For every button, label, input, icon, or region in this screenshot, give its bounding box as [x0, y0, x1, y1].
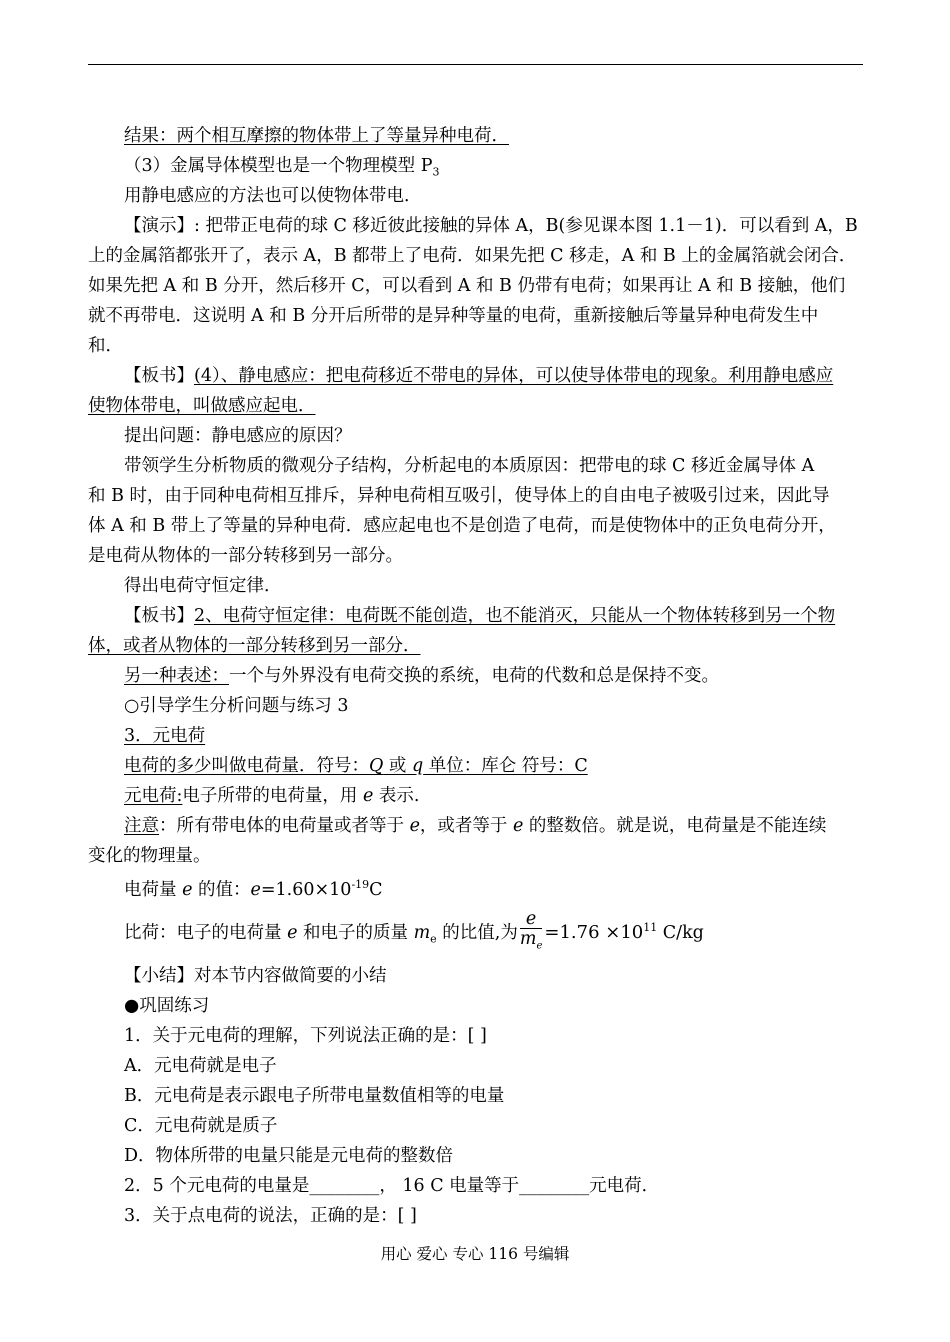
alt-statement-line: 另一种表述：一个与外界没有电荷交换的系统，电荷的代数和总是保持不变。	[124, 666, 719, 686]
demo-paragraph-line: 【演示】: 把带正电荷的球 C 移近彼此接触的异体 A，B(参见课本图 1.1－1)．可以看到 A，B	[124, 216, 858, 236]
option-c: C．元电荷就是质子	[124, 1116, 278, 1136]
paragraph-text: 和 B 时，由于同种电荷相互排斥，异种电荷相互吸引，使导体上的自由电子被吸引过来，因此导	[88, 486, 830, 506]
question-3: 3．关于点电荷的说法，正确的是：[ ]	[124, 1206, 417, 1226]
paragraph-text: 体，或者从物体的一部分转移到另一部分．	[88, 636, 421, 656]
question-line: 提出问题：静电感应的原因？	[124, 426, 352, 446]
fraction-e-over-me: $\frac{e}{m_e}$	[519, 909, 543, 952]
practice-heading: ●巩固练习	[124, 996, 210, 1016]
paragraph-text: 就不再带电．这说明 A 和 B 分开后所带的是异种等量的电荷，重新接触后等量异种电荷发生中	[88, 306, 819, 326]
option-b: B．元电荷是表示跟电子所带电量数值相等的电量	[124, 1086, 505, 1106]
paragraph-text: 如果先把 A 和 B 分开，然后移开 C，可以看到 A 和 B 仍带有电荷；如果再让 A 和 B 接触，他们	[88, 276, 846, 296]
paragraph-text: 上的金属箔都张开了，表示 A，B 都带上了电荷．如果先把 C 移走，A 和 B 上的金属箔就会闭合．	[88, 246, 857, 266]
board-note-induction: 【板书】(4）、静电感应：把电荷移近不带电的异体，可以使导体带电的现象。利用静电感应	[124, 366, 834, 386]
result-line: 结果：两个相互摩擦的物体带上了等量异种电荷．	[124, 126, 509, 146]
metal-model-line: （3）金属导体模型也是一个物理模型 $P_3$	[124, 156, 440, 179]
question-1: 1．关于元电荷的理解，下列说法正确的是：[ ]	[124, 1026, 487, 1046]
paragraph-text: 变化的物理量。	[88, 846, 211, 866]
guide-line: ○引导学生分析问题与练习 3	[124, 696, 349, 716]
board-label: 【板书】	[124, 606, 194, 626]
paragraph-text: 体 A 和 B 带上了等量的异种电荷．感应起电也不是创造了电荷，而是使物体中的正负电荷分开，	[88, 516, 836, 536]
board-note-conservation: 【板书】2、电荷守恒定律：电荷既不能创造，也不能消灭，只能从一个物体转移到另一个物	[124, 606, 836, 626]
header-rule	[88, 64, 863, 65]
page-footer: 用心 爱心 专心 116 号编辑	[380, 1245, 570, 1263]
note-line: 注意：所有带电体的电荷量或者等于 e，或者等于 e 的整数倍。就是说，电荷量是不能连续	[124, 816, 827, 836]
paragraph-text: 使物体带电，叫做感应起电．	[88, 396, 316, 416]
board-label: 【板书】	[124, 366, 194, 386]
paragraph-text: 是电荷从物体的一部分转移到另一部分。	[88, 546, 403, 566]
paragraph-text: 得出电荷守恒定律．	[124, 576, 282, 596]
charge-definition-line: 电荷的多少叫做电荷量．符号：Q 或 q 单位：库仑 符号：C	[124, 756, 588, 776]
paragraph-text: 用静电感应的方法也可以使物体带电．	[124, 186, 422, 206]
specific-charge-line: 比荷：电子的电荷量 e 和电子的质量 $m_e$ 的比值,为 $\frac{e}{m_e}$ $=1.76 \times 10^{11}$ C/kg	[124, 909, 704, 952]
option-d: D．物体所带的电量只能是元电荷的整数倍	[124, 1146, 454, 1166]
charge-value-line: 电荷量 e 的值：$e=1.60\times 10^{-19}C$	[124, 878, 383, 900]
demo-label: 【演示】	[124, 216, 194, 236]
paragraph-text: 和．	[88, 336, 123, 356]
option-a: A．元电荷就是电子	[124, 1056, 277, 1076]
summary-line: 【小结】对本节内容做简要的小结	[124, 966, 387, 986]
paragraph-text: 带领学生分析物质的微观分子结构，分析起电的本质原因：把带电的球 C 移近金属导体 A	[124, 456, 815, 476]
question-2: 2．5 个元电荷的电量是________， 16 C 电量等于________元电荷．	[124, 1176, 660, 1196]
document-body	[88, 121, 864, 1231]
section-heading: 3．元电荷	[124, 726, 206, 746]
elementary-charge-line: 元电荷:电子所带的电荷量，用 e 表示.	[124, 786, 420, 806]
